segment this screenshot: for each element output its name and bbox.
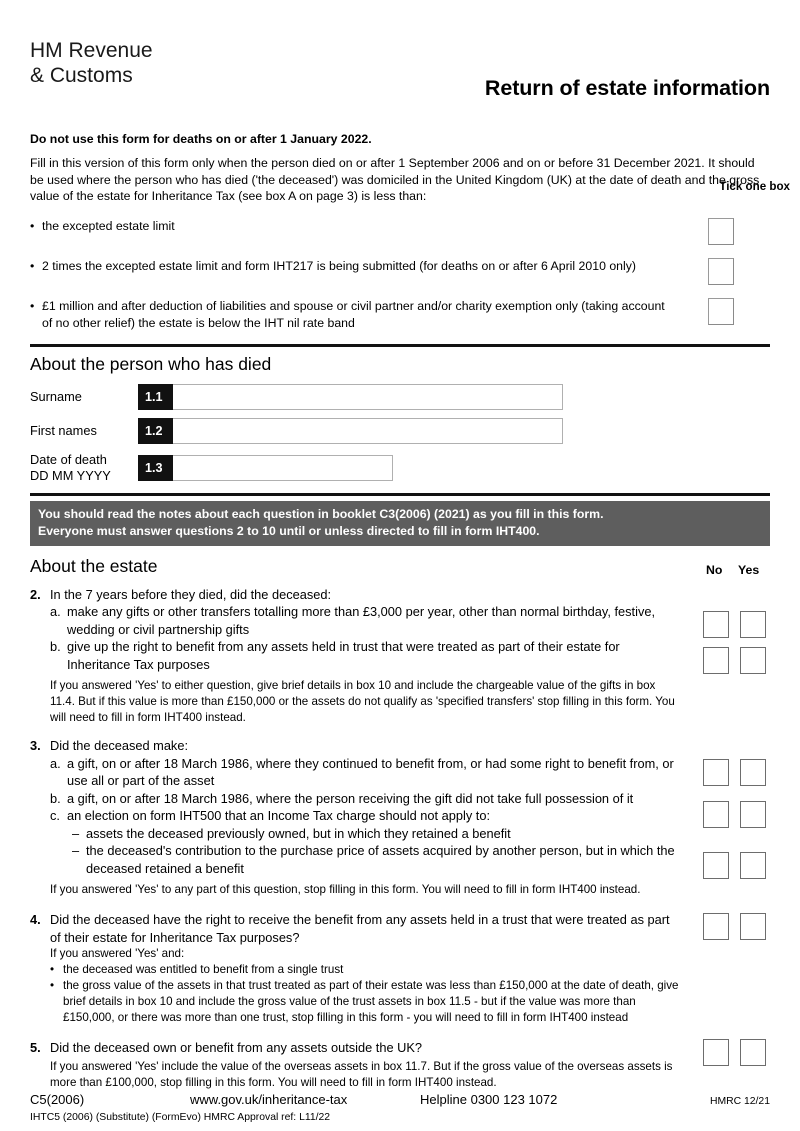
surname-label (30, 389, 138, 405)
question-4-bullet-2-text: the gross value of the assets in that trust treated as part of their estate was less than £150,000 at the date of death, give brief details in box 10 and include the gross value of the trust assets in box 11.5 - but if the value was more than £150,000, or there was more than one trust, stop filling in this form - you will need to fill in form IHT400 instead (63, 979, 679, 1024)
question-2-body (30, 586, 696, 727)
date-of-death-label (30, 452, 138, 484)
question-3-number: 3. (30, 738, 41, 753)
question-3b-no-checkbox[interactable] (703, 801, 729, 828)
date-of-death-box-number: 1.3 (138, 455, 173, 481)
question-3b-answer-pair (703, 801, 766, 828)
first-names-input[interactable] (173, 418, 563, 444)
question-2b-no-checkbox[interactable] (703, 647, 729, 674)
question-3a-letter: a. (50, 755, 61, 771)
question-3c-item-1-text: assets the deceased previously owned, but in which they retained a benefit (86, 825, 511, 841)
no-yes-column-headers (696, 563, 770, 577)
question-2b-row (30, 638, 682, 673)
bullet-marker: • (30, 258, 35, 273)
first-names-label-text: First names (30, 422, 97, 438)
question-3a-row (30, 755, 682, 790)
question-3a-text: a gift, on or after 18 March 1986, where they continued to benefit from, or had some right to benefit from, or use all or part of the asset (67, 755, 674, 788)
notice-wrapper (0, 493, 800, 546)
page-header (0, 0, 800, 110)
question-2-stem-row (30, 586, 682, 604)
notice-line-1: You should read the notes about each question in booklet C3(2006) (2021) as you fill in this form. (38, 506, 604, 521)
question-3c-no-checkbox[interactable] (703, 852, 729, 879)
hmrc-logo-line1: HM Revenue (30, 39, 153, 62)
question-2-stem: In the 7 years before they died, did the deceased: (50, 586, 332, 602)
date-of-death-field-row (30, 452, 770, 484)
estate-section-heading: About the estate (30, 555, 158, 576)
question-3c-item-2-text: the deceased's contribution to the purchase price of assets acquired by another person, but in which the deceased retained a benefit (86, 843, 675, 876)
question-3a-no-checkbox[interactable] (703, 759, 729, 786)
question-3c-yes-checkbox[interactable] (740, 852, 766, 879)
eligibility-options (30, 218, 770, 332)
eligibility-option-label: £1 million and after deduction of liabilities and spouse or civil partner and/or charity exemption only (taking account of no other relief) the estate is below the IHT nil rate band (42, 298, 665, 330)
dash-marker: – (72, 825, 80, 841)
question-4-bullet-1-row (30, 962, 682, 978)
question-3c-item-2-row (30, 842, 682, 877)
question-2a-yes-checkbox[interactable] (740, 611, 766, 638)
estate-section (0, 552, 800, 1091)
bullet-marker: • (30, 218, 35, 233)
question-5-body (30, 1039, 696, 1091)
page-title: Return of estate information (484, 76, 770, 100)
hmrc-logo (30, 38, 153, 88)
first-names-label (30, 423, 138, 439)
question-3b-row (30, 790, 682, 808)
first-names-field-row (30, 418, 770, 444)
question-3b-text: a gift, on or after 18 March 1986, where the person receiving the gift did not take full possession of it (67, 790, 634, 806)
question-3c-letter: c. (50, 808, 60, 823)
question-5-yes-checkbox[interactable] (740, 1039, 766, 1066)
question-2-note: If you answered 'Yes' to either question, give brief details in box 10 and include the chargeable value of the gifts in box 11.4. But if this value is more than £150,000 or the assets do not qualify as 'specified transfers' stop filling in this form. You will need to fill in form IHT400 instead. (50, 679, 675, 724)
notice-divider (30, 493, 770, 496)
footer-hmrc-ref: HMRC 12/21 (709, 1096, 770, 1107)
question-5-stem-row (30, 1039, 682, 1057)
column-header-no: No (706, 562, 723, 577)
notice-line-2: Everyone must answer questions 2 to 10 until or unless directed to fill in form IHT400. (38, 523, 540, 538)
question-3a-answer-pair (703, 759, 766, 786)
question-3a-yes-checkbox[interactable] (740, 759, 766, 786)
question-2 (30, 586, 770, 727)
question-3-stem-row (30, 737, 682, 755)
first-names-box-number: 1.2 (138, 418, 173, 444)
question-2a-text: make any gifts or other transfers totalling more than £3,000 per year, other than normal birthday, festive, wedding or civil partnership gifts (67, 604, 656, 637)
footer-top-row (30, 1092, 770, 1107)
eligibility-option (30, 218, 770, 246)
question-3-stem: Did the deceased make: (50, 738, 189, 753)
question-5-answer-pair (703, 1039, 766, 1066)
eligibility-checkbox-2[interactable] (708, 258, 734, 285)
deceased-section-heading: About the person who has died (30, 353, 272, 374)
question-2a-no-checkbox[interactable] (703, 611, 729, 638)
question-4-bullet-1-text: the deceased was entitled to benefit from a single trust (63, 963, 344, 976)
question-4-number: 4. (30, 912, 41, 927)
dash-marker: – (72, 843, 80, 858)
question-4-yes-checkbox[interactable] (740, 913, 766, 940)
read-notes-banner (30, 501, 770, 546)
question-2a-letter: a. (50, 604, 61, 619)
question-2b-letter: b. (50, 639, 61, 654)
question-5-number: 5. (30, 1040, 41, 1055)
question-4-body (30, 911, 696, 1026)
surname-box-number: 1.1 (138, 384, 173, 410)
question-2-number: 2. (30, 586, 41, 602)
estate-heading-row (30, 552, 770, 577)
surname-field-row (30, 384, 770, 410)
eligibility-checkbox-3[interactable] (708, 298, 734, 325)
question-4-stem: Did the deceased have the right to receive the benefit from any assets held in a trust that were treated as part of their estate for Inheritance Tax purposes? (50, 912, 670, 945)
form-code: C5(2006) (30, 1092, 85, 1107)
question-5-no-checkbox[interactable] (703, 1039, 729, 1066)
intro-paragraph: Fill in this version of this form only when the person died on or after 1 September 2006 and on or before 31 December 2021. It should be used where the person who has died ('the deceased') was domiciled in the United Kingdom (UK) at the date of death and the gross value of the estate for Inheritance Tax (see box A on page 3) is less than: (30, 156, 760, 203)
question-4-stem-row (30, 911, 682, 946)
question-3-note: If you answered 'Yes' to any part of this question, stop filling in this form. You will need to fill in form IHT400 instead. (50, 883, 641, 896)
footer-approval-ref: IHTC5 (2006) (Substitute) (FormEvo) HMRC Approval ref: L11/22 (30, 1112, 331, 1123)
surname-input[interactable] (173, 384, 563, 410)
question-4-lead-in: If you answered 'Yes' and: (50, 947, 185, 960)
eligibility-option (30, 258, 770, 286)
question-3b-yes-checkbox[interactable] (740, 801, 766, 828)
eligibility-checkbox-1[interactable] (708, 218, 734, 245)
question-4 (30, 911, 770, 1026)
date-of-death-input[interactable] (173, 455, 393, 481)
column-header-yes: Yes (738, 562, 760, 577)
question-2b-answer-pair (703, 647, 766, 674)
eligibility-option-label: 2 times the excepted estate limit and form IHT217 is being submitted (for deaths on or after 6 April 2010 only) (42, 258, 636, 273)
question-4-bullet-2-row (30, 978, 682, 1026)
question-3 (30, 737, 770, 898)
question-2a-answer-pair (703, 611, 766, 638)
question-3c-row (30, 807, 682, 825)
date-of-death-label-text: Date of death (30, 451, 107, 467)
question-3c-text: an election on form IHT500 that an Income Tax charge should not apply to: (67, 808, 491, 823)
question-4-no-checkbox[interactable] (703, 913, 729, 940)
question-5 (30, 1039, 770, 1091)
bullet-marker: • (50, 963, 55, 976)
question-3b-letter: b. (50, 790, 61, 806)
eligibility-option (30, 298, 770, 332)
bullet-marker: • (50, 979, 55, 992)
eligibility-option-label: the excepted estate limit (42, 218, 175, 233)
section-divider (30, 344, 770, 347)
question-5-stem: Did the deceased own or benefit from any assets outside the UK? (50, 1040, 423, 1055)
question-2b-text: give up the right to benefit from any assets held in trust that were treated as part of their estate for Inheritance Tax purposes (67, 639, 620, 672)
surname-label-text: Surname (30, 388, 82, 404)
deceased-section (0, 344, 800, 484)
intro-section (0, 132, 800, 332)
question-3c-answer-pair (703, 852, 766, 879)
page-footer (0, 1092, 800, 1123)
tick-one-box-label: Tick one box (719, 180, 790, 193)
do-not-use-warning: Do not use this form for deaths on or after 1 January 2022. (30, 132, 372, 146)
bullet-marker: • (30, 298, 35, 313)
footer-helpline: Helpline 0300 123 1072 (420, 1092, 558, 1107)
date-of-death-format-hint: DD MM YYYY (30, 467, 111, 483)
question-4-answer-pair (703, 913, 766, 940)
question-2b-yes-checkbox[interactable] (740, 647, 766, 674)
question-3-body (30, 737, 696, 898)
question-3c-item-1-row (30, 825, 682, 843)
question-2a-row (30, 603, 682, 638)
footer-website-link[interactable]: www.gov.uk/inheritance-tax (190, 1092, 348, 1107)
hmrc-logo-line2: & Customs (30, 64, 133, 87)
question-5-note: If you answered 'Yes' include the value of the overseas assets in box 11.7. But if the gross value of the overseas assets is more than £100,000, stop filling in this form. You will need to fill in form IHT400 instead. (50, 1059, 673, 1089)
